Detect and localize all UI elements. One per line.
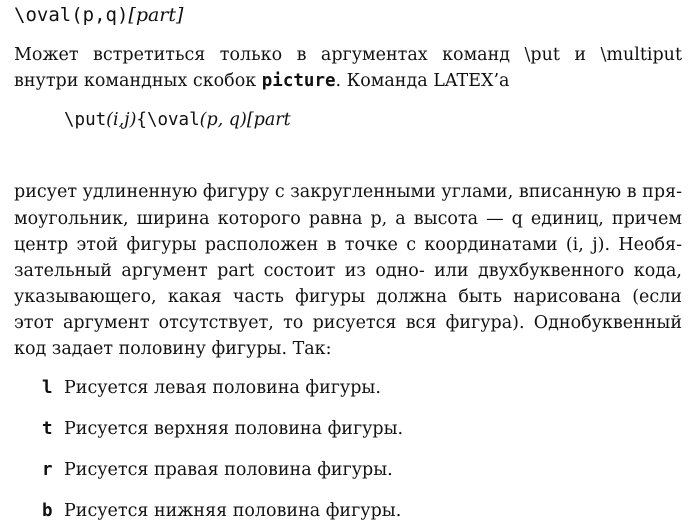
display-command xyxy=(64,108,291,132)
display-put-args: (i,j) xyxy=(106,110,137,130)
intro-middle: . Команда xyxy=(335,71,434,91)
display-brace: { xyxy=(136,110,147,130)
command-heading xyxy=(14,3,183,27)
display-put: \put xyxy=(64,110,107,130)
body-line-7: код задает половину фигуры. Так: xyxy=(14,339,332,359)
item-text: Рисуется левая половина фигуры. xyxy=(64,378,381,398)
body-line-2: моугольник, ширина которого равна p, а высота — q единиц, причем xyxy=(14,209,682,229)
body-line-5: указывающего, какая часть фигуры должна быть нарисована (если xyxy=(14,287,682,307)
intro-line-2 xyxy=(14,69,509,93)
item-text: Рисуется правая половина фигуры. xyxy=(64,460,393,480)
intro-line-1: Может встретиться только в аргументах команд \put и \multiput xyxy=(14,45,682,65)
item-key: l xyxy=(42,378,53,398)
display-oval: \oval xyxy=(146,110,200,130)
display-optional: [part xyxy=(246,110,291,130)
latex-logo: LATEX xyxy=(433,71,494,91)
body-line-6: этот аргумент отсутствует, то рисуется вся фигура). Однобуквенный xyxy=(14,313,682,333)
list-item xyxy=(42,376,381,400)
body-line-3: центр этой фигуры расположен в точке с координатами (i, j). Необя- xyxy=(14,235,682,255)
body-line-1: рисует удлиненную фигуру с закругленными углами, вписанную в пря- xyxy=(14,182,682,202)
heading-command: \oval xyxy=(14,4,72,26)
heading-optional: [part] xyxy=(128,4,184,26)
body-line-4: зательный аргумент part состоит из одно- или двухбуквенного кода, xyxy=(14,261,682,281)
intro-suffix: ’а xyxy=(493,71,510,91)
item-key: r xyxy=(42,460,53,480)
item-text: Рисуется нижняя половина фигуры. xyxy=(64,501,402,521)
list-item xyxy=(42,417,403,441)
item-text: Рисуется верхняя половина фигуры. xyxy=(64,419,404,439)
list-item xyxy=(42,458,393,482)
item-key: b xyxy=(42,501,53,521)
item-key: t xyxy=(42,419,53,439)
display-oval-args: (p, q) xyxy=(199,110,247,130)
environment-name: picture xyxy=(261,71,336,91)
heading-args: (p,q) xyxy=(71,4,129,26)
list-item xyxy=(42,499,401,523)
intro-prefix: внутри командных скобок xyxy=(14,71,262,91)
